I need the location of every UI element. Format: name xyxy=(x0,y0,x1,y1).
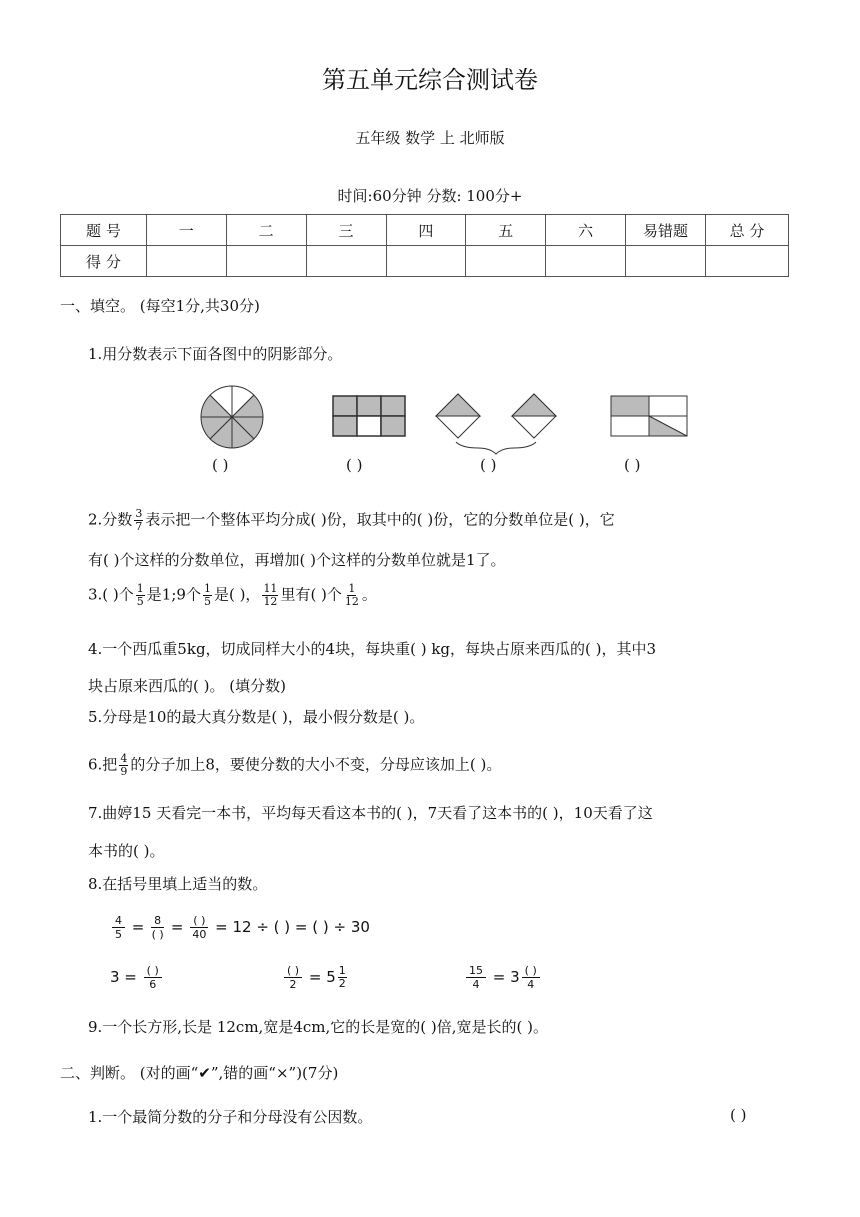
denominator[interactable]: ( ) xyxy=(151,928,164,941)
question-7: 7.曲婷15 天看完一本书，平均每天看这本书的( )，7天看了这本书的( )，10天看了这 xyxy=(88,804,653,822)
denominator: 4 xyxy=(472,978,480,991)
numerator: 11 xyxy=(263,582,278,595)
question-4-line2: 块占原来西瓜的( )。 (填分数) xyxy=(88,677,286,695)
denominator: 6 xyxy=(149,978,157,991)
header-cell: 五 xyxy=(466,215,546,246)
denominator: 40 xyxy=(192,928,207,941)
exam-meta: 时间:60分钟 分数: 100分+ xyxy=(337,187,523,205)
header-cell: 二 xyxy=(226,215,306,246)
score-cell[interactable] xyxy=(626,246,706,277)
equation-mid: = 3 xyxy=(492,968,520,986)
score-cell[interactable] xyxy=(546,246,626,277)
numerator: 1 xyxy=(203,582,211,595)
question-2-line2: 有( )个这样的分数单位，再增加( )个这样的分数单位就是1了。 xyxy=(88,551,506,569)
numerator[interactable]: ( ) xyxy=(144,964,162,978)
score-cell[interactable] xyxy=(226,246,306,277)
question-5: 5.分母是10的最大真分数是( )，最小假分数是( )。 xyxy=(88,708,425,726)
equation-mid: = 5 xyxy=(308,968,336,986)
denominator: 12 xyxy=(344,595,359,608)
numerator: 4 xyxy=(120,752,128,765)
fraction xyxy=(144,964,162,991)
score-cell[interactable] xyxy=(146,246,226,277)
numerator: 3 xyxy=(135,507,143,520)
score-cell[interactable] xyxy=(306,246,386,277)
denominator: 5 xyxy=(136,595,144,608)
fraction xyxy=(136,583,145,608)
section2-heading: 二、判断。 (对的画“✔”,错的画“×”)(7分) xyxy=(60,1064,339,1082)
question-3 xyxy=(88,583,377,608)
section1-heading: 一、填空。 (每空1分,共30分) xyxy=(60,297,260,315)
figure-answer-blank[interactable]: ( ) xyxy=(212,456,229,474)
score-table-row xyxy=(61,246,789,277)
numerator[interactable]: ( ) xyxy=(284,964,302,978)
judge-question-1: 1.一个最简分数的分子和分母没有公因数。 xyxy=(88,1108,373,1126)
equals-sign: = xyxy=(131,918,145,936)
fraction xyxy=(522,964,540,991)
equation-1 xyxy=(110,914,370,941)
q6-text: 的分子加上8，要使分数的大小不变，分母应该加上( )。 xyxy=(130,755,502,774)
fraction xyxy=(151,914,164,941)
fraction xyxy=(344,583,360,608)
score-cell[interactable] xyxy=(466,246,546,277)
header-cell: 三 xyxy=(306,215,386,246)
diamond-figure xyxy=(436,394,556,454)
fraction xyxy=(338,965,347,990)
q3-text: 3.( )个 xyxy=(88,585,134,604)
numerator: 1 xyxy=(338,964,346,977)
score-table xyxy=(60,214,789,277)
equation-3 xyxy=(282,964,349,991)
fraction xyxy=(284,964,302,991)
header-cell: 总 分 xyxy=(706,215,789,246)
q2-text: 表示把一个整体平均分成( )份，取其中的( )份，它的分数单位是( )，它 xyxy=(145,510,615,529)
header-cell: 六 xyxy=(546,215,626,246)
score-cell[interactable] xyxy=(386,246,466,277)
question-2 xyxy=(88,508,615,533)
q3-text: 是( )， xyxy=(213,585,261,604)
denominator: 7 xyxy=(135,520,143,533)
denominator: 4 xyxy=(527,978,535,991)
denominator: 12 xyxy=(263,595,278,608)
fraction xyxy=(112,914,125,941)
page-subtitle: 五年级 数学 上 北师版 xyxy=(355,129,505,147)
figure-answer-blank[interactable]: ( ) xyxy=(480,456,497,474)
q3-text: 是1;9个 xyxy=(146,585,201,604)
fraction xyxy=(190,914,208,941)
fraction xyxy=(134,508,143,533)
equals-sign: = xyxy=(170,918,184,936)
denominator: 5 xyxy=(203,595,211,608)
triangle-figure xyxy=(611,396,687,436)
fraction xyxy=(262,583,278,608)
header-cell: 一 xyxy=(146,215,226,246)
question-4: 4.一个西瓜重5kg，切成同样大小的4块，每块重( ) kg，每块占原来西瓜的( )，其中3 xyxy=(88,640,657,658)
equation-4 xyxy=(464,964,542,991)
question-9: 9.一个长方形,长是 12cm,宽是4cm,它的长是宽的( )倍,宽是长的( )。 xyxy=(88,1018,548,1036)
numerator: 15 xyxy=(466,964,486,978)
judge-answer-blank[interactable]: ( ) xyxy=(730,1106,747,1124)
question-1: 1.用分数表示下面各图中的阴影部分。 xyxy=(88,345,343,363)
denominator: 2 xyxy=(289,978,297,991)
fraction xyxy=(203,583,212,608)
question-8: 8.在括号里填上适当的数。 xyxy=(88,875,268,893)
numerator: 8 xyxy=(151,914,164,928)
row-label: 得 分 xyxy=(61,246,147,277)
circle-figure xyxy=(201,386,263,448)
question-6 xyxy=(88,753,501,778)
question-7-line2: 本书的( )。 xyxy=(88,842,165,860)
denominator: 9 xyxy=(120,765,128,778)
q6-text: 6.把 xyxy=(88,755,118,774)
grid-figure xyxy=(333,396,405,436)
q3-text: 。 xyxy=(361,585,377,604)
header-cell: 四 xyxy=(386,215,466,246)
figure-answer-blank[interactable]: ( ) xyxy=(624,456,641,474)
equation-2 xyxy=(110,964,164,991)
header-cell: 易错题 xyxy=(626,215,706,246)
fraction xyxy=(119,753,128,778)
numerator: 1 xyxy=(348,582,356,595)
fraction xyxy=(466,964,486,991)
q2-text: 2.分数 xyxy=(88,510,133,529)
equation-rest: = 12 ÷ ( ) = ( ) ÷ 30 xyxy=(215,918,370,936)
denominator: 5 xyxy=(115,928,122,941)
header-cell: 题 号 xyxy=(61,215,147,246)
numerator[interactable]: ( ) xyxy=(190,914,208,928)
equation-left: 3 = xyxy=(110,968,137,986)
numerator: 1 xyxy=(136,582,144,595)
denominator: 2 xyxy=(338,977,346,990)
score-cell[interactable] xyxy=(706,246,789,277)
q3-text: 里有( )个 xyxy=(280,585,342,604)
score-table-header xyxy=(61,215,789,246)
numerator: 4 xyxy=(112,914,125,928)
page-title: 第五单元综合测试卷 xyxy=(322,66,538,94)
figure-answer-blank[interactable]: ( ) xyxy=(346,456,363,474)
numerator[interactable]: ( ) xyxy=(522,964,540,978)
